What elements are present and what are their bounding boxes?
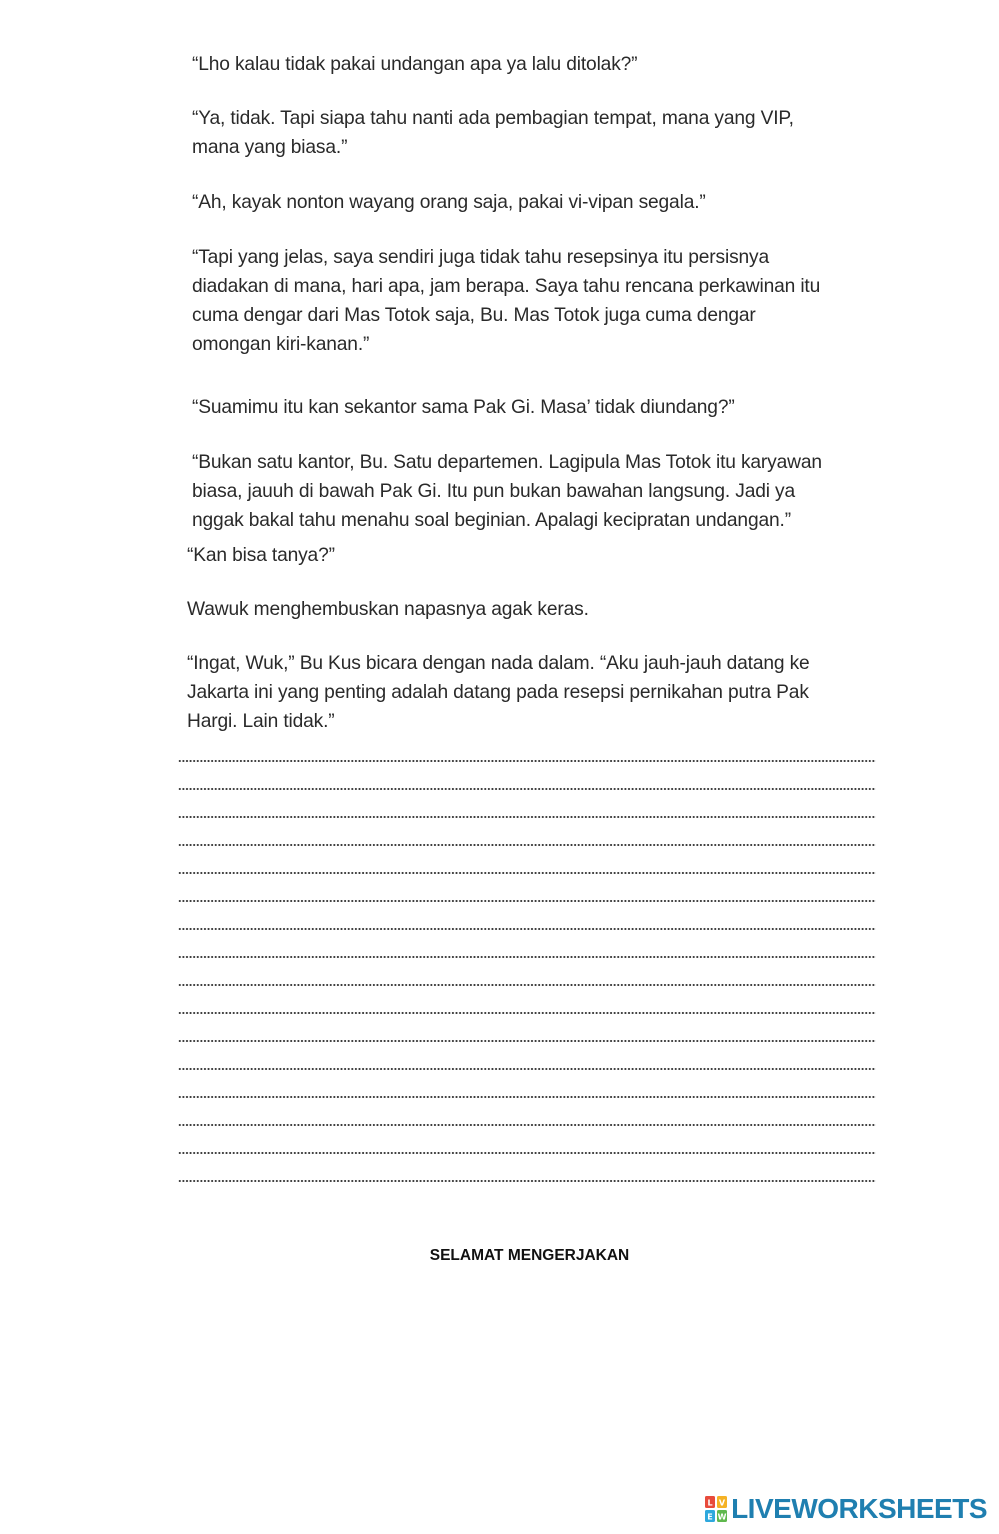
paragraph-4 — [192, 243, 820, 359]
text-line: “Ah, kayak nonton wayang orang saja, pakai vi-vipan segala.” — [192, 192, 706, 213]
text-line: “Suamimu itu kan sekantor sama Pak Gi. Masa’ tidak diundang?” — [192, 397, 735, 418]
answer-line[interactable] — [178, 1067, 876, 1071]
answer-line[interactable] — [178, 871, 876, 875]
svg-text:L: L — [707, 1498, 713, 1508]
svg-text:E: E — [707, 1512, 713, 1522]
answer-line[interactable] — [178, 1039, 876, 1043]
paragraph-6 — [192, 448, 822, 535]
answer-line[interactable] — [178, 899, 876, 903]
text-line: omongan kiri-kanan.” — [192, 334, 370, 355]
closing-message: SELAMAT MENGERJAKAN — [429, 1247, 630, 1264]
paragraph-9 — [187, 649, 810, 736]
text-line: “Ingat, Wuk,” Bu Kus bicara dengan nada dalam. “Aku jauh-jauh datang ke — [187, 653, 810, 674]
svg-text:V: V — [718, 1498, 726, 1508]
answer-line[interactable] — [178, 927, 876, 931]
paragraph-5 — [192, 393, 735, 422]
text-line: “Bukan satu kantor, Bu. Satu departemen. Lagipula Mas Totok itu karyawan — [192, 452, 822, 473]
answer-line[interactable] — [178, 815, 876, 819]
liveworksheets-logo-icon — [705, 1496, 727, 1522]
answer-line[interactable] — [178, 1179, 876, 1183]
answer-line[interactable] — [178, 1123, 876, 1127]
answer-line[interactable] — [178, 843, 876, 847]
paragraph-2 — [192, 104, 794, 162]
paragraph-3 — [192, 188, 706, 217]
text-line: “Tapi yang jelas, saya sendiri juga tidak tahu resepsinya itu persisnya — [192, 247, 770, 268]
text-line: “Ya, tidak. Tapi siapa tahu nanti ada pembagian tempat, mana yang VIP, — [192, 108, 794, 129]
text-line: Hargi. Lain tidak.” — [187, 711, 335, 732]
liveworksheets-logo — [705, 1493, 987, 1525]
answer-line[interactable] — [178, 955, 876, 959]
paragraph-7 — [187, 541, 335, 570]
text-line: Jakarta ini yang penting adalah datang pada resepsi pernikahan putra Pak — [187, 682, 809, 703]
answer-line[interactable] — [178, 1011, 876, 1015]
answer-line[interactable] — [178, 983, 876, 987]
text-line: biasa, jauuh di bawah Pak Gi. Itu pun bukan bawahan langsung. Jadi ya — [192, 481, 796, 502]
answer-line[interactable] — [178, 1151, 876, 1155]
liveworksheets-logo-text: LIVEWORKSHEETS — [731, 1493, 987, 1524]
answer-line[interactable] — [178, 1095, 876, 1099]
answer-line[interactable] — [178, 787, 876, 791]
text-line: Wawuk menghembuskan napasnya agak keras. — [187, 599, 589, 620]
text-line: diadakan di mana, hari apa, jam berapa. Saya tahu rencana perkawinan itu — [192, 276, 821, 297]
text-line: “Lho kalau tidak pakai undangan apa ya lalu ditolak?” — [192, 54, 638, 75]
text-line: mana yang biasa.” — [192, 137, 348, 158]
text-line: cuma dengar dari Mas Totok saja, Bu. Mas Totok juga cuma dengar — [192, 305, 756, 326]
paragraph-8 — [187, 595, 589, 624]
text-line: nggak bakal tahu menahu soal beginian. Apalagi kecipratan undangan.” — [192, 510, 791, 531]
svg-text:W: W — [717, 1512, 727, 1522]
answer-line[interactable] — [178, 759, 876, 763]
paragraph-1 — [192, 50, 637, 79]
text-line: “Kan bisa tanya?” — [187, 545, 335, 566]
